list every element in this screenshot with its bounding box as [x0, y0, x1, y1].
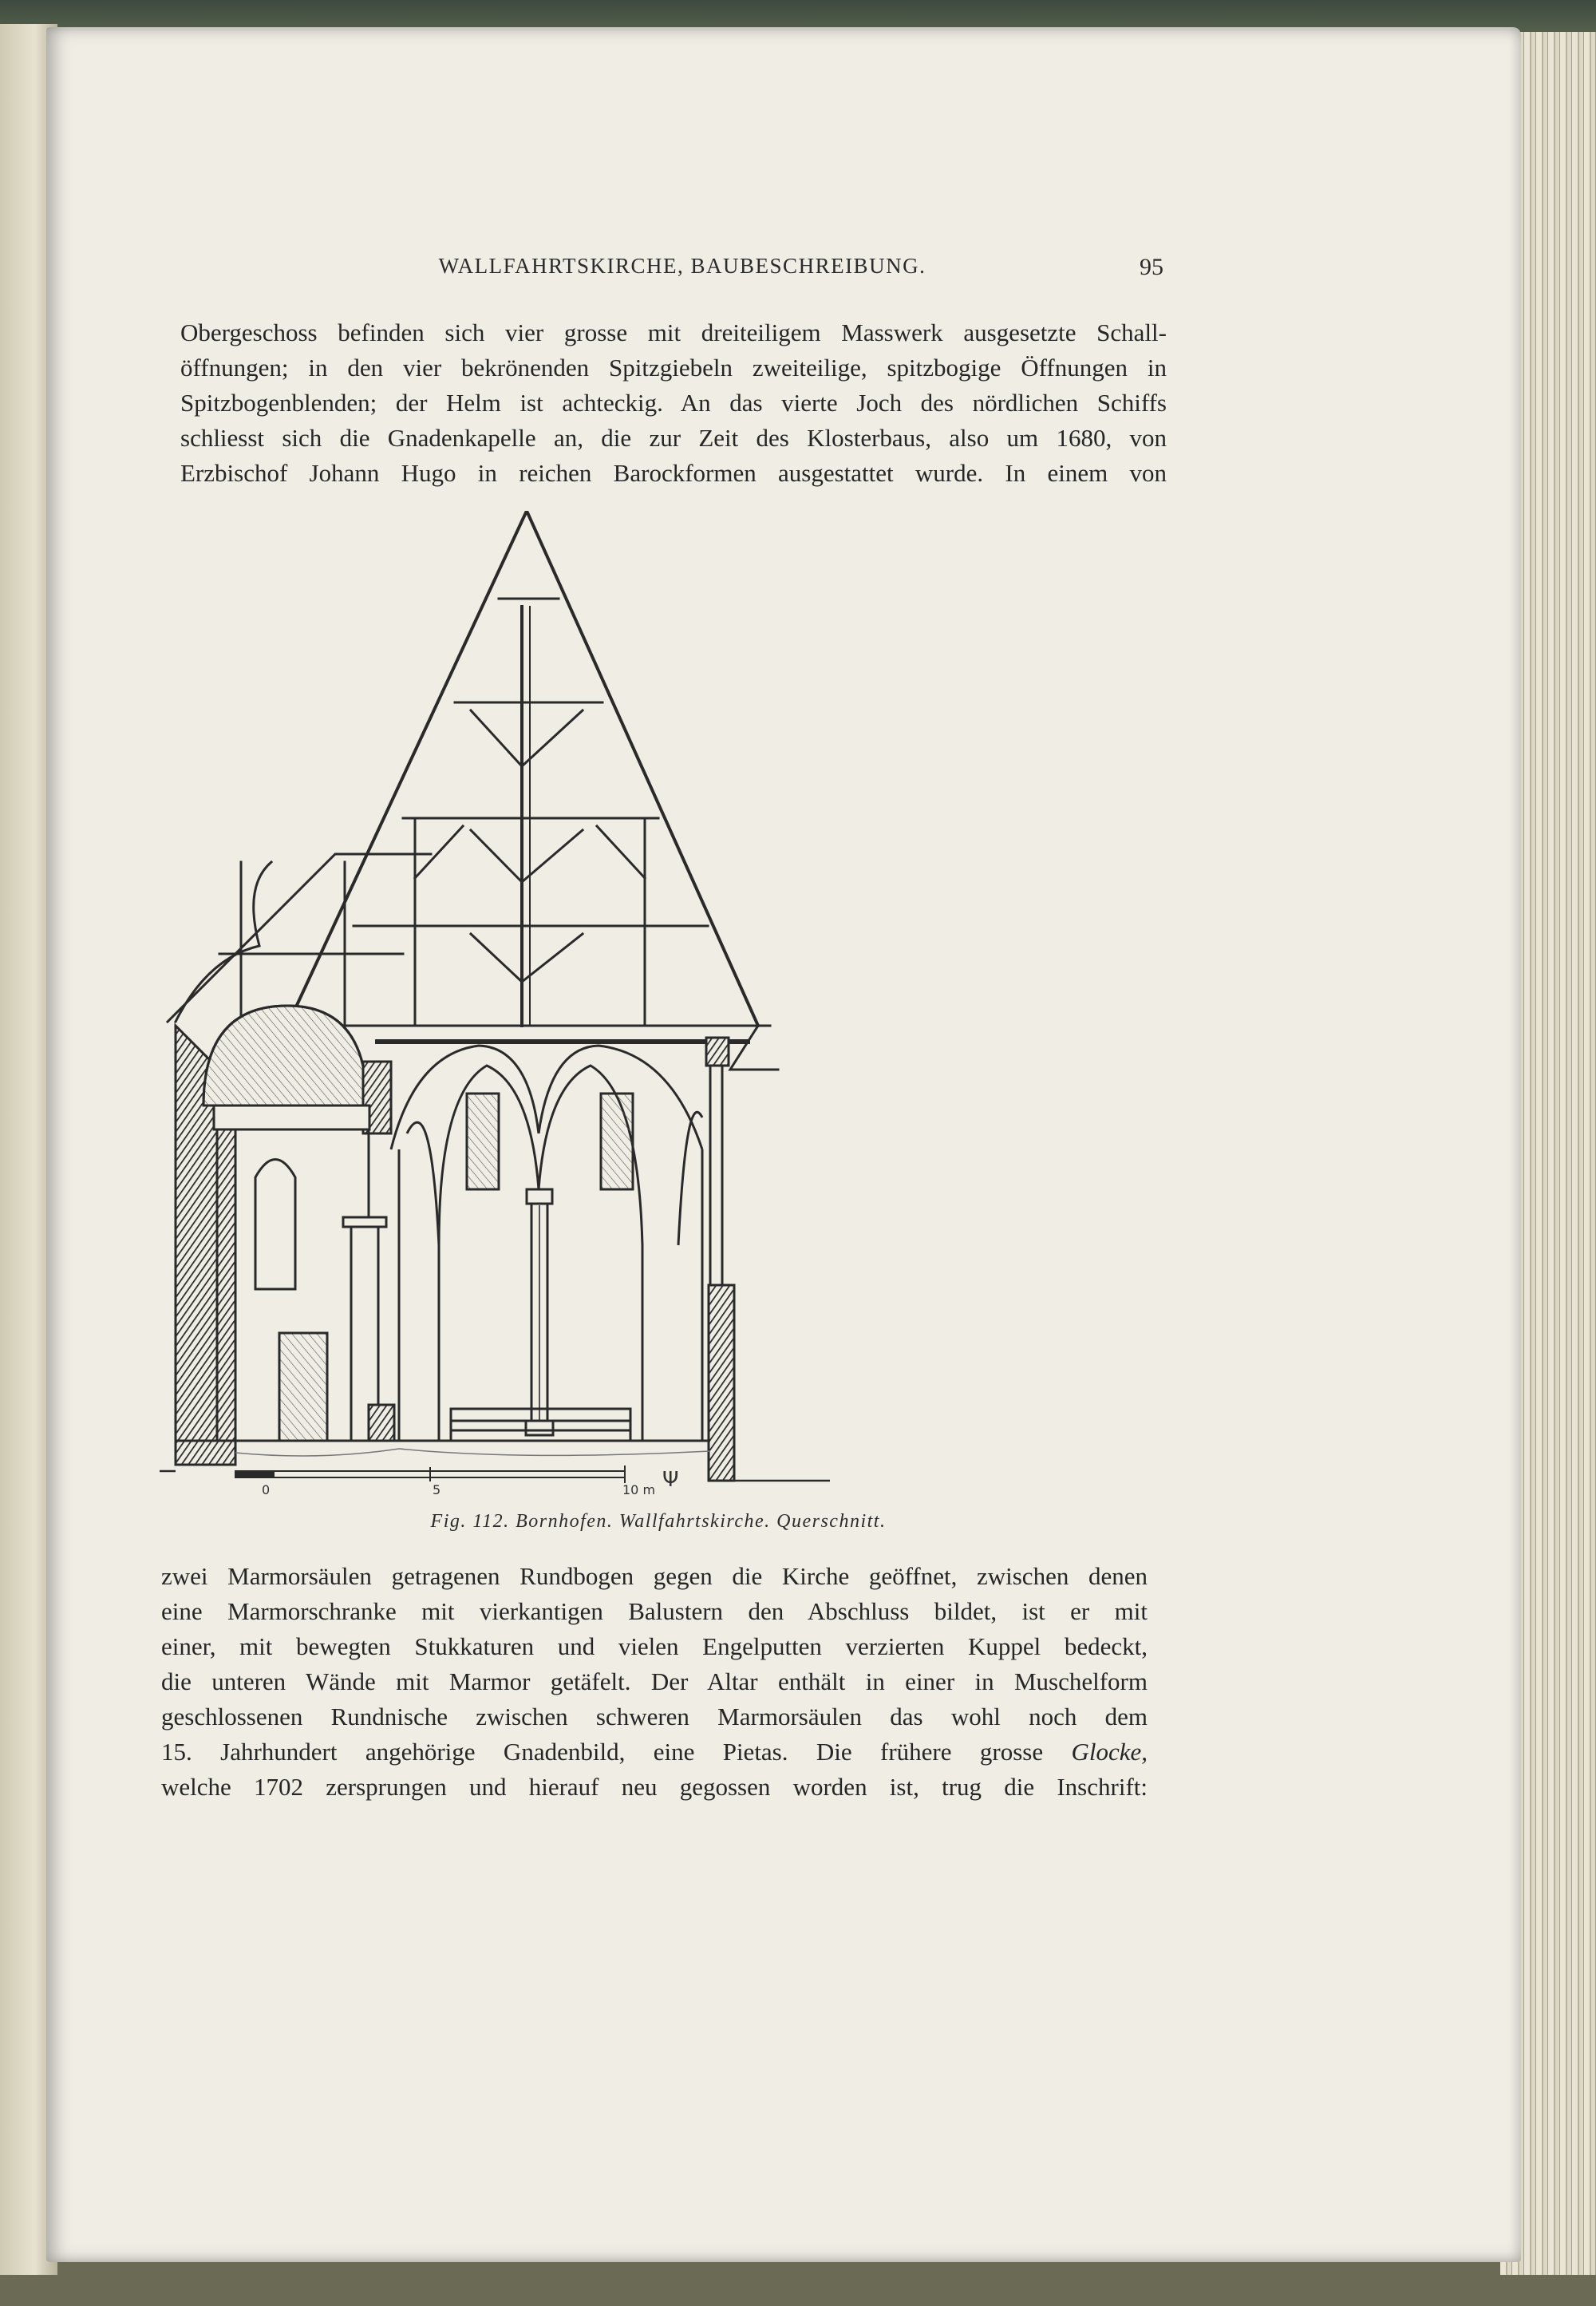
text-line: eine Marmorschranke mit vierkantigen Balustern den Abschluss bildet, ist er mit: [161, 1597, 1148, 1625]
text-line: geschlossenen Rundnische zwischen schweren Marmorsäulen das wohl noch dem: [161, 1703, 1148, 1730]
text-line: schliesst sich die Gnadenkapelle an, die zur Zeit des Klosterbaus, also um 1680, von: [180, 424, 1167, 452]
text-line: einer, mit bewegten Stukkaturen und vielen Engelputten verzierten Kuppel bedeckt,: [161, 1632, 1148, 1660]
italic-word: Glocke,: [1071, 1738, 1148, 1766]
text-line: öffnungen; in den vier bekrönenden Spitzgiebeln zweiteilige, spitzbogige Öffnungen in: [180, 354, 1167, 382]
running-head: WALLFAHRTSKIRCHE, BAUBESCHREIBUNG.: [438, 254, 926, 278]
text-line: 15. Jahrhundert angehörige Gnadenbild, eine Pietas. Die frühere grosse Glocke,: [161, 1738, 1148, 1766]
text-line: Erzbischof Johann Hugo in reichen Barockformen ausgestattet wurde. In einem von: [180, 459, 1167, 487]
cross-section-figure: [160, 511, 1157, 1501]
paragraph-top: [180, 315, 1167, 491]
text-line: Obergeschoss befinden sich vier grosse mit dreiteiligem Masswerk ausgesetzte Schall-: [180, 318, 1167, 346]
figure-caption: Fig. 112. Bornhofen. Wallfahrtskirche. Querschnitt.: [430, 1511, 887, 1532]
text-line: welche 1702 zersprungen und hierauf neu gegossen worden ist, trug die Inschrift:: [161, 1773, 1148, 1801]
text-line: zwei Marmorsäulen getragenen Rundbogen gegen die Kirche geöffnet, zwischen denen: [161, 1562, 1148, 1590]
illustrator-signature: Ψ: [662, 1468, 679, 1492]
scale-label: 10 m: [622, 1482, 656, 1497]
page-number: 95: [1140, 254, 1163, 280]
text-line: Spitzbogenblenden; der Helm ist achteckig. An das vierte Joch des nördlichen Schiffs: [180, 389, 1167, 417]
scale-label: 5: [433, 1482, 441, 1497]
paragraph-bottom: [161, 1559, 1148, 1805]
scale-label: 0: [262, 1482, 271, 1497]
text-line: die unteren Wände mit Marmor getäfelt. Der Altar enthält in einer in Muschelform: [161, 1667, 1148, 1695]
